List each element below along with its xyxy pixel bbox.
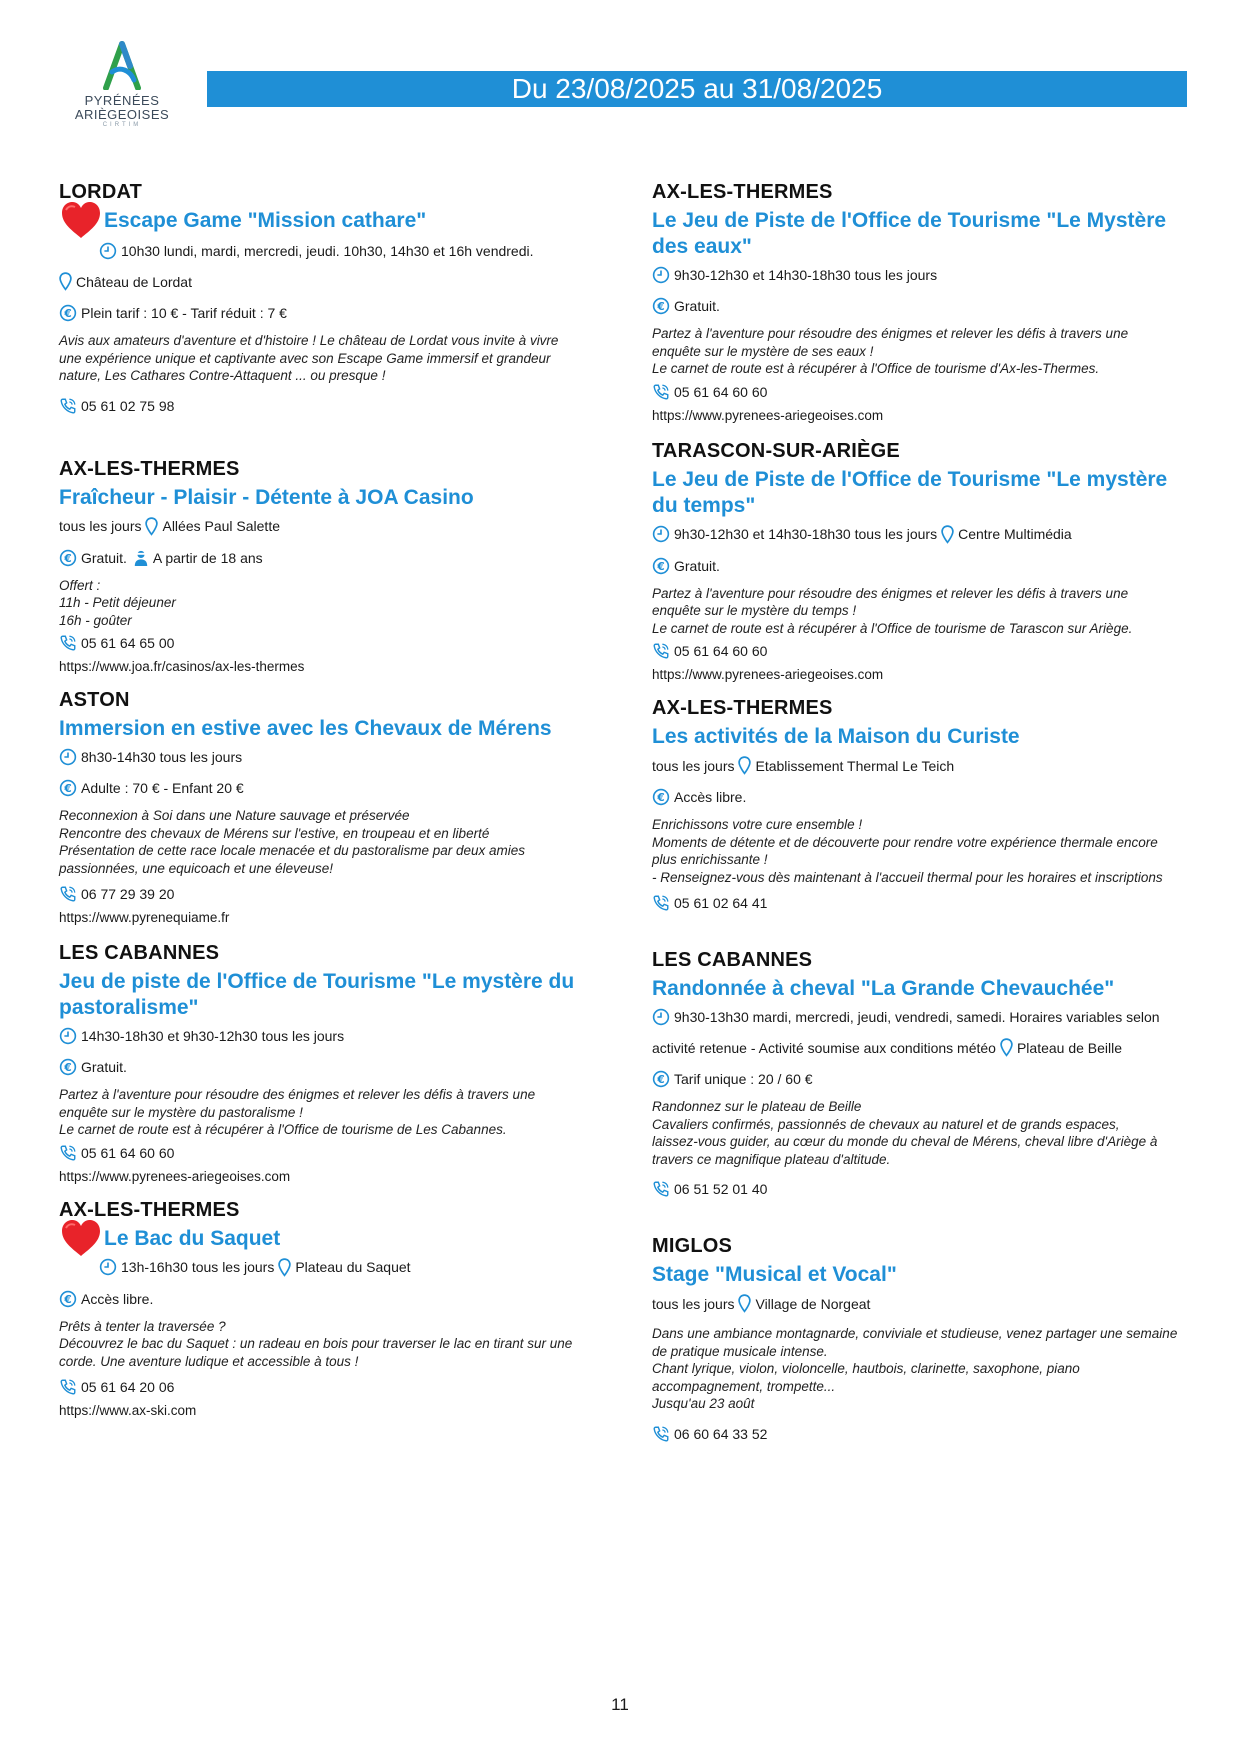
clock-icon (99, 1258, 117, 1276)
event-entry (59, 178, 604, 415)
logo-line1: PYRÉNÉES (84, 93, 160, 108)
location-pin-icon (59, 272, 72, 291)
event-time-row (59, 242, 604, 260)
event-description: Randonnez sur le plateau de Beille Cavaliers confirmés, passionnés de chevaux au naturel et de grands espaces, laissez-vous guider, au cœur du monde du cheval de Mérens, cheval libre d'Ariège à travers ce magnifique plateau d'altitude. (652, 1099, 1158, 1167)
euro-icon (652, 788, 670, 806)
heart-icon (59, 1218, 103, 1258)
event-time: tous les jours (59, 518, 142, 534)
phone-icon (59, 885, 77, 903)
event-title[interactable]: Randonnée à cheval "La Grande Chevauchée" (652, 977, 1115, 1000)
event-phone[interactable]: 06 60 64 33 52 (674, 1425, 768, 1442)
logo-mark-icon (100, 40, 144, 90)
clock-icon (59, 748, 77, 766)
event-phone[interactable]: 05 61 64 60 60 (674, 643, 768, 659)
event-phone-row (59, 634, 604, 652)
event-phone-row (652, 894, 1197, 912)
location-pin-icon (941, 525, 954, 544)
phone-icon (652, 642, 670, 660)
event-entry (59, 939, 604, 1186)
event-time-row (652, 1294, 1197, 1313)
phone-icon (59, 1378, 77, 1396)
event-town: LORDAT (59, 181, 143, 203)
event-entry (652, 178, 1197, 425)
event-title[interactable]: Immersion en estive avec les Chevaux de Mérens (59, 717, 552, 740)
event-entry (59, 455, 604, 677)
event-url[interactable]: https://www.pyrenequiame.fr (59, 910, 230, 925)
phone-icon (59, 634, 77, 652)
event-time-row-2 (652, 1038, 1197, 1057)
event-location: Allées Paul Salette (162, 518, 281, 534)
event-location: Plateau de Beille (1016, 1039, 1123, 1056)
event-location: Centre Multimédia (958, 526, 1072, 542)
person-icon (133, 549, 149, 567)
clock-icon (652, 525, 670, 543)
phone-icon (59, 1144, 77, 1162)
phone-icon (652, 1180, 670, 1198)
event-phone[interactable]: 05 61 02 64 41 (674, 895, 768, 911)
event-phone[interactable]: 05 61 64 60 60 (674, 383, 768, 400)
event-description: Partez à l'aventure pour résoudre des énigmes et relever les défis à travers une enquête sur le mystère de ses eaux ! Le carnet de route est à récupérer à l'Office de tourisme d'Ax-les-Thermes. (652, 326, 1129, 376)
euro-icon (59, 779, 77, 797)
clock-icon (652, 266, 670, 284)
event-town: AX-LES-THERMES (59, 1198, 240, 1221)
euro-icon (59, 1058, 77, 1076)
location-pin-icon (1000, 1038, 1013, 1057)
phone-icon (652, 1425, 670, 1443)
event-price: Gratuit. (674, 557, 720, 574)
clock-icon (99, 242, 117, 260)
event-phone[interactable]: 05 61 02 75 98 (81, 397, 175, 414)
event-entry (59, 686, 604, 927)
event-location: Plateau du Saquet (295, 1259, 411, 1275)
event-description: Offert : 11h - Petit déjeuner 16h - goûter (59, 577, 176, 628)
event-town: MIGLOS (652, 1235, 733, 1257)
phone-icon (59, 397, 77, 415)
event-title[interactable]: Le Bac du Saquet (104, 1226, 281, 1250)
event-town: AX-LES-THERMES (652, 697, 833, 719)
event-title[interactable]: Les activités de la Maison du Curiste (652, 725, 1020, 748)
event-time: 10h30 lundi, mardi, mercredi, jeudi. 10h30, 14h30 et 16h vendredi. (121, 243, 534, 259)
event-time: 9h30-13h30 mardi, mercredi, jeudi, vendredi, samedi. Horaires variables selon (674, 1009, 1160, 1025)
event-price: Tarif unique : 20 / 60 € (674, 1071, 813, 1087)
event-title[interactable]: Jeu de piste de l'Office de Tourisme "Le mystère du pastoralisme" (59, 970, 575, 1019)
right-column (652, 178, 1197, 1443)
location-pin-icon (145, 517, 158, 536)
event-price-row (652, 297, 1197, 315)
event-phone-row (652, 383, 1197, 401)
event-time: tous les jours (652, 757, 735, 774)
phone-icon (652, 383, 670, 401)
event-description: Dans une ambiance montagnarde, conviviale et studieuse, venez partager une semaine de pratique musicale intense. Chant lyrique, violon, violoncelle, hautbois, clarinette, saxophone, piano accompagnement, trompette... Jusqu'au 23 août (652, 1326, 1178, 1411)
event-age: A partir de 18 ans (152, 549, 263, 566)
event-price: Gratuit. (81, 549, 127, 566)
event-phone[interactable]: 05 61 64 20 06 (81, 1379, 175, 1395)
event-price-row (652, 1070, 1197, 1088)
event-url[interactable]: https://www.ax-ski.com (59, 1403, 197, 1418)
event-title[interactable]: Le Jeu de Piste de l'Office de Tourisme "Le mystère du temps" (652, 467, 1168, 517)
event-phone-row (59, 1144, 604, 1162)
event-title[interactable]: Stage "Musical et Vocal" (652, 1263, 897, 1286)
event-town: ASTON (59, 689, 130, 711)
event-phone-row (652, 642, 1197, 660)
event-price: Gratuit. (674, 298, 720, 314)
event-entry (652, 946, 1197, 1198)
clock-icon (59, 1027, 77, 1045)
event-time-row (652, 266, 1197, 284)
event-town: AX-LES-THERMES (652, 181, 833, 203)
event-price-row (652, 557, 1197, 575)
phone-icon (652, 894, 670, 912)
event-time: tous les jours (652, 1295, 735, 1312)
event-url[interactable]: https://www.joa.fr/casinos/ax-les-thermes (59, 659, 305, 674)
left-column (59, 178, 604, 1420)
event-price-row (59, 1290, 604, 1308)
event-time-row (59, 1258, 604, 1277)
event-time-row (59, 748, 604, 766)
event-town: LES CABANNES (59, 942, 220, 964)
date-range-banner: Du 23/08/2025 au 31/08/2025 (207, 71, 1187, 107)
event-url[interactable]: https://www.pyrenees-ariegeoises.com (59, 1168, 291, 1184)
event-phone-row (652, 1180, 1197, 1198)
event-time-row (652, 525, 1197, 544)
page-number: 11 (611, 1695, 629, 1714)
event-price-row (59, 1058, 604, 1076)
event-phone[interactable]: 06 77 29 39 20 (81, 886, 175, 902)
event-time-row (652, 1008, 1197, 1026)
clock-icon (652, 1008, 670, 1026)
event-location: Château de Lordat (76, 273, 192, 290)
location-pin-icon (738, 1294, 751, 1313)
event-time: 9h30-12h30 et 14h30-18h30 tous les jours (674, 526, 938, 542)
event-price: Adulte : 70 € - Enfant 20 € (81, 780, 244, 796)
event-time-row (59, 517, 604, 536)
event-phone-row (652, 1425, 1197, 1443)
event-time-row (59, 1027, 604, 1045)
event-time: 9h30-12h30 et 14h30-18h30 tous les jours (674, 267, 938, 283)
event-description: Avis aux amateurs d'aventure et d'histoire ! Le château de Lordat vous invite à vivre une expérience unique et captivante avec son Escape Game immersif et grandeur nature, Les Cathares Contre-Attaquent ... ou presque ! (59, 333, 559, 383)
logo-line2: ARIÈGEOISES (74, 107, 170, 122)
event-time: 13h-16h30 tous les jours (121, 1259, 275, 1275)
euro-icon (652, 1070, 670, 1088)
heart-icon (59, 200, 103, 240)
event-phone[interactable]: 05 61 64 65 00 (81, 635, 175, 651)
event-url[interactable]: https://www.pyrenees-ariegeoises.com (652, 667, 884, 682)
logo-line3: CIRTIM (102, 122, 142, 128)
location-pin-icon (278, 1258, 291, 1277)
event-description: Partez à l'aventure pour résoudre des énigmes et relever les défis à travers une enquête sur le mystère du temps ! Le carnet de route est à récupérer à l'Office de tourisme de Tarascon sur Ariège. (652, 585, 1133, 636)
event-entry (59, 1196, 604, 1421)
event-time-extra: activité retenue - Activité soumise aux conditions météo (652, 1039, 996, 1056)
event-title[interactable]: Escape Game "Mission cathare" (104, 209, 427, 232)
event-phone-row (59, 1378, 604, 1396)
event-town: TARASCON-SUR-ARIÈGE (652, 439, 900, 462)
event-town: LES CABANNES (652, 949, 813, 971)
logo (72, 40, 172, 128)
euro-icon (652, 557, 670, 575)
event-entry (652, 694, 1197, 912)
event-time: 14h30-18h30 et 9h30-12h30 tous les jours (81, 1028, 345, 1044)
event-phone[interactable]: 06 51 52 01 40 (674, 1181, 768, 1197)
event-description: Reconnexion à Soi dans une Nature sauvage et préservée Rencontre des chevaux de Mérens sur l'estive, en troupeau et en liberté Présentation de cette race locale menacée et du pastoralisme par deux amies passionnées, une equicoach et une éleveuse! (59, 808, 526, 876)
event-description: Enrichissons votre cure ensemble ! Moments de détente et de découverte pour rendre votre expérience thermale encore plus enrichissante ! - Renseignez-vous dès maintenant à l'accueil thermal pour les horaires et inscriptions (652, 817, 1163, 885)
event-price: Accès libre. (81, 1290, 154, 1307)
event-location: Etablissement Thermal Le Teich (755, 757, 955, 774)
event-entry (652, 437, 1197, 685)
euro-icon (59, 549, 77, 567)
event-price: Accès libre. (674, 789, 747, 805)
euro-icon (59, 1290, 77, 1308)
event-description: Partez à l'aventure pour résoudre des énigmes et relever les défis à travers une enquête sur le mystère du pastoralisme ! Le carnet de route est à récupérer à l'Office de tourisme de Les Cabannes. (59, 1087, 536, 1137)
event-phone-row (59, 397, 604, 415)
event-town: AX-LES-THERMES (59, 457, 240, 480)
event-time-row (652, 756, 1197, 775)
event-price: Gratuit. (81, 1059, 127, 1075)
event-entry (652, 1232, 1197, 1443)
location-pin-icon (738, 756, 751, 775)
event-time: 8h30-14h30 tous les jours (81, 749, 243, 765)
event-price-row (652, 788, 1197, 806)
event-price-row (59, 549, 604, 567)
euro-icon (652, 297, 670, 315)
event-price: Plein tarif : 10 € - Tarif réduit : 7 € (81, 305, 287, 321)
event-title[interactable]: Fraîcheur - Plaisir - Détente à JOA Casino (59, 485, 474, 509)
event-url[interactable]: https://www.pyrenees-ariegeoises.com (652, 407, 884, 423)
event-description: Prêts à tenter la traversée ? Découvrez le bac du Saquet : un radeau en bois pour traverser le lac en tirant sur une corde. Une aventure ludique et accessible à tous ! (59, 1318, 573, 1369)
event-price-row (59, 304, 604, 322)
event-price-row (59, 779, 604, 797)
event-phone-row (59, 885, 604, 903)
event-phone[interactable]: 05 61 64 60 60 (81, 1144, 175, 1161)
event-location-row (59, 272, 604, 291)
event-title[interactable]: Le Jeu de Piste de l'Office de Tourisme "Le Mystère des eaux" (652, 209, 1167, 258)
event-location: Village de Norgeat (755, 1295, 871, 1312)
euro-icon (59, 304, 77, 322)
